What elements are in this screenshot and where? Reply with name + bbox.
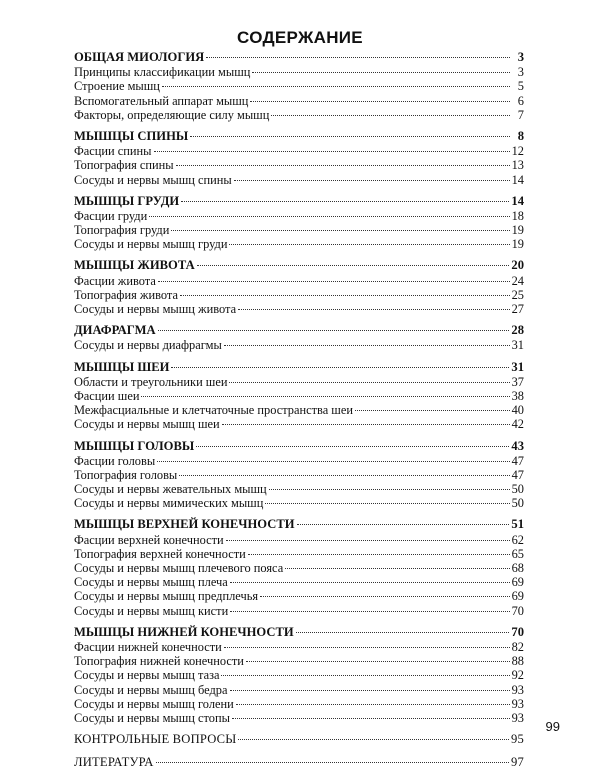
- toc-entry-page: 68: [511, 561, 524, 575]
- toc-entry-title: Топография живота: [74, 287, 178, 302]
- toc-entry-title: Фасции живота: [74, 273, 156, 288]
- toc-entry-title: Сосуды и нервы мимических мышц: [74, 496, 264, 511]
- toc-entry: [74, 288, 524, 302]
- dot-leader: [296, 632, 510, 633]
- toc-entry-page: 93: [511, 710, 524, 725]
- toc-entry-page: 19: [511, 237, 524, 252]
- toc-entry: [74, 417, 524, 431]
- toc-entry-page: 40: [511, 403, 524, 418]
- toc-entry: [74, 683, 524, 697]
- toc-entry: [74, 533, 524, 547]
- toc-entry: [74, 403, 524, 417]
- toc-entry-title: Сосуды и нервы мышц живота: [74, 302, 237, 316]
- dot-leader: [236, 704, 510, 705]
- toc-entry: [74, 375, 524, 389]
- toc-entry-page: 97: [511, 754, 524, 769]
- page-number: 99: [545, 719, 560, 734]
- toc-entry-title: Строение мышц: [74, 79, 160, 94]
- toc-entry: [74, 697, 524, 711]
- toc-entry-title: Топография груди: [74, 223, 170, 238]
- toc-entry: [74, 496, 524, 510]
- toc-entry-page: 27: [511, 302, 524, 316]
- dot-leader: [265, 503, 509, 504]
- toc-entry-title: Фасции верхней конечности: [74, 532, 224, 547]
- toc-entry-title: МЫШЦЫ ВЕРХНЕЙ КОНЕЧНОСТИ: [74, 517, 295, 532]
- dot-leader: [230, 611, 509, 612]
- toc-entry-title: МЫШЦЫ ШЕИ: [74, 359, 170, 374]
- toc-entry-page: 88: [511, 654, 524, 669]
- toc-entry-title: Сосуды и нервы мышц спины: [74, 172, 232, 187]
- toc-entry: [74, 173, 524, 187]
- dot-leader: [158, 330, 510, 331]
- toc-entry-title: Принципы классификации мышц: [74, 65, 251, 80]
- toc-entry: [74, 604, 524, 618]
- toc-entry: [74, 668, 524, 682]
- toc-entry: [74, 65, 524, 79]
- toc-entry-title: КОНТРОЛЬНЫЕ ВОПРОСЫ: [74, 732, 237, 747]
- dot-leader: [230, 690, 510, 691]
- dot-leader: [355, 410, 510, 411]
- toc-entry: [74, 640, 524, 654]
- dot-leader: [297, 524, 510, 525]
- dot-leader: [171, 367, 509, 368]
- dot-leader: [171, 230, 509, 231]
- dot-leader: [149, 216, 509, 217]
- toc-entry: [74, 711, 524, 725]
- toc-entry-title: Сосуды и нервы диафрагмы: [74, 338, 222, 353]
- toc-entry-page: 92: [511, 668, 524, 683]
- toc-entry-page: 12: [511, 144, 524, 159]
- dot-leader: [224, 345, 510, 346]
- toc-section: [74, 625, 524, 640]
- page-title: СОДЕРЖАНИЕ: [237, 28, 363, 47]
- toc-entry: [74, 274, 524, 288]
- toc-entry-page: 47: [511, 467, 524, 482]
- toc-entry-page: 50: [511, 482, 524, 497]
- toc-entry-title: Фасции нижней конечности: [74, 639, 222, 654]
- toc-entry-title: Сосуды и нервы мышц бедра: [74, 682, 228, 697]
- toc-entry: [74, 237, 524, 251]
- toc-entry-title: МЫШЦЫ НИЖНЕЙ КОНЕЧНОСТИ: [74, 624, 294, 639]
- toc-entry-title: Факторы, определяющие силу мышц: [74, 107, 270, 122]
- toc-entry-page: 7: [517, 107, 524, 122]
- toc-entry-page: 69: [511, 575, 524, 590]
- toc-entry-title: Сосуды и нервы жевательных мышц: [74, 482, 267, 497]
- toc-section: [74, 517, 524, 532]
- toc-entry-title: Сосуды и нервы мышц стопы: [74, 710, 230, 725]
- toc-entry-page: 70: [511, 603, 524, 618]
- dot-leader: [176, 165, 510, 166]
- toc-entry: [74, 654, 524, 668]
- toc-entry-page: 38: [511, 388, 524, 403]
- toc-entry-page: 42: [511, 417, 524, 432]
- toc-entry-title: ЛИТЕРАТУРА: [74, 754, 154, 769]
- toc-entry-title: Области и треугольники шеи: [74, 374, 228, 389]
- dot-leader: [180, 295, 510, 296]
- dot-leader: [154, 151, 510, 152]
- toc-entry: [74, 144, 524, 158]
- toc-section: [74, 50, 524, 65]
- toc-entry: [74, 302, 524, 316]
- toc-entry: [74, 575, 524, 589]
- toc-entry-page: 50: [511, 496, 524, 511]
- toc-entry-title: Сосуды и нервы мышц кисти: [74, 603, 229, 618]
- toc-entry-page: 31: [511, 359, 524, 374]
- toc-entry-page: 14: [511, 193, 524, 208]
- toc-entry-title: МЫШЦЫ ЖИВОТА: [74, 258, 195, 273]
- toc-entry: [74, 755, 524, 770]
- toc-entry-title: Межфасциальные и клетчаточные пространства шеи: [74, 403, 353, 418]
- toc-entry-title: МЫШЦЫ ГРУДИ: [74, 193, 180, 208]
- dot-leader: [232, 718, 510, 719]
- dot-leader: [222, 424, 510, 425]
- dot-leader: [181, 201, 509, 202]
- toc-entry-title: Сосуды и нервы мышц таза: [74, 668, 220, 683]
- toc-entry-title: ОБЩАЯ МИОЛОГИЯ: [74, 50, 205, 64]
- toc-entry-title: МЫШЦЫ СПИНЫ: [74, 128, 189, 143]
- dot-leader: [158, 281, 510, 282]
- toc-entry-page: 51: [511, 517, 524, 532]
- toc-entry: [74, 547, 524, 561]
- toc-entry-title: Сосуды и нервы мышц шеи: [74, 417, 220, 432]
- dot-leader: [206, 57, 510, 58]
- toc-entry-page: 3: [517, 50, 524, 64]
- toc-entry-page: 25: [511, 287, 524, 302]
- toc-entry: [74, 158, 524, 172]
- dot-leader: [229, 244, 509, 245]
- toc-entry-page: 13: [511, 158, 524, 173]
- toc-entry-page: 14: [511, 172, 524, 187]
- dot-leader: [226, 540, 510, 541]
- toc-section: [74, 323, 524, 338]
- toc-entry-page: 5: [517, 79, 524, 94]
- toc-entry-title: Топография головы: [74, 467, 178, 482]
- toc-entry-page: 82: [511, 639, 524, 654]
- toc-entry-page: 6: [517, 93, 524, 108]
- toc-entry-page: 37: [511, 374, 524, 389]
- dot-leader: [141, 396, 509, 397]
- dot-leader: [197, 265, 510, 266]
- toc-entry-page: 19: [511, 223, 524, 238]
- toc-entry-page: 93: [511, 682, 524, 697]
- toc-section: [74, 129, 524, 144]
- dot-leader: [250, 101, 510, 102]
- toc-entry: [74, 209, 524, 223]
- dot-leader: [238, 739, 509, 740]
- dot-leader: [157, 461, 509, 462]
- toc-entry: [74, 482, 524, 496]
- toc-entry-title: Топография верхней конечности: [74, 546, 246, 561]
- toc-entry-page: 24: [511, 273, 524, 288]
- toc-entry: [74, 589, 524, 603]
- toc-entry-title: МЫШЦЫ ГОЛОВЫ: [74, 438, 195, 453]
- toc-entry-page: 43: [511, 438, 524, 453]
- toc-entry-page: 28: [511, 323, 524, 338]
- dot-leader: [196, 446, 509, 447]
- toc-entry-page: 65: [511, 546, 524, 561]
- toc-entry-title: Сосуды и нервы мышц плеча: [74, 575, 228, 590]
- dot-leader: [190, 136, 510, 137]
- toc-entry-title: Сосуды и нервы мышц груди: [74, 237, 228, 252]
- toc-entry-page: 20: [511, 258, 524, 273]
- toc-entry-title: ДИАФРАГМА: [74, 323, 156, 338]
- dot-leader: [229, 382, 509, 383]
- toc-entry-page: 70: [511, 624, 524, 639]
- dot-leader: [234, 180, 510, 181]
- dot-leader: [246, 661, 510, 662]
- toc-entry-title: Фасции шеи: [74, 388, 140, 403]
- toc-entry-page: 69: [511, 589, 524, 604]
- dot-leader: [285, 568, 509, 569]
- toc-section: [74, 360, 524, 375]
- toc-entry: [74, 454, 524, 468]
- dot-leader: [269, 489, 510, 490]
- toc-entry-page: 18: [511, 208, 524, 223]
- toc-entry-title: Топография нижней конечности: [74, 654, 244, 669]
- toc-entry-title: Сосуды и нервы мышц плечевого пояса: [74, 561, 284, 575]
- dot-leader: [248, 554, 510, 555]
- toc-entry: [74, 561, 524, 575]
- toc-entry-title: Фасции головы: [74, 453, 156, 468]
- dot-leader: [271, 115, 510, 116]
- dot-leader: [252, 72, 510, 73]
- toc-entry-page: 93: [511, 696, 524, 711]
- dot-leader: [230, 582, 510, 583]
- dot-leader: [162, 86, 510, 87]
- toc-entry: [74, 468, 524, 482]
- toc-entry-title: Сосуды и нервы мышц голени: [74, 696, 234, 711]
- toc-entry: [74, 94, 524, 108]
- toc-entry-title: Вспомогательный аппарат мышц: [74, 93, 249, 108]
- toc-entry-page: 3: [517, 65, 524, 80]
- toc-entry-page: 31: [511, 338, 524, 353]
- toc-section: [74, 439, 524, 454]
- dot-leader: [260, 596, 510, 597]
- toc-entry: [74, 389, 524, 403]
- dot-leader: [221, 675, 509, 676]
- toc-entry-title: Фасции груди: [74, 208, 148, 223]
- dot-leader: [238, 309, 510, 310]
- toc-section: [74, 258, 524, 273]
- toc-entry-title: Сосуды и нервы мышц предплечья: [74, 589, 259, 604]
- table-of-contents: [74, 50, 524, 770]
- toc-entry: [74, 79, 524, 93]
- toc-entry-title: Фасции спины: [74, 144, 152, 159]
- toc-entry-title: Топография спины: [74, 158, 174, 173]
- toc-entry: [74, 108, 524, 122]
- toc-entry-page: 47: [511, 453, 524, 468]
- dot-leader: [224, 647, 510, 648]
- toc-entry-page: 62: [511, 532, 524, 547]
- toc-entry: [74, 338, 524, 352]
- toc-section: [74, 194, 524, 209]
- dot-leader: [156, 762, 510, 763]
- toc-entry: [74, 732, 524, 748]
- toc-entry-page: 95: [511, 732, 524, 747]
- toc-entry-page: 8: [517, 128, 524, 143]
- toc-entry: [74, 223, 524, 237]
- dot-leader: [179, 475, 509, 476]
